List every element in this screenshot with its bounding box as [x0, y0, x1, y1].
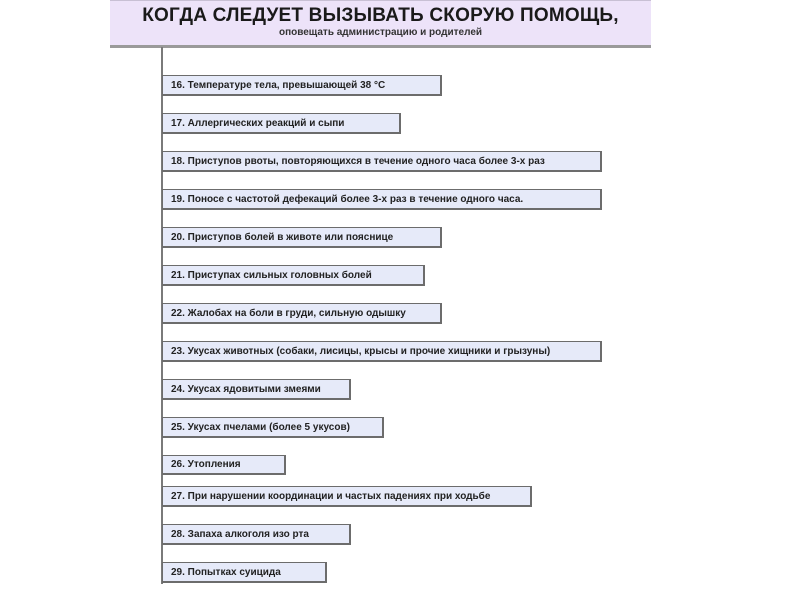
list-item: 20. Приступов болей в животе или пояснице	[162, 227, 442, 248]
list-item: 23. Укусах животных (собаки, лисицы, крысы и прочие хищники и грызуны)	[162, 341, 602, 362]
header-banner	[110, 0, 651, 48]
list-item: 16. Температуре тела, превышающей 38 °C	[162, 75, 442, 96]
list-item: 24. Укусах ядовитыми змеями	[162, 379, 351, 400]
list-item: 18. Приступов рвоты, повторяющихся в течение одного часа более 3-х раз	[162, 151, 602, 172]
list-item: 27. При нарушении координации и частых падениях при ходьбе	[162, 486, 532, 507]
list-item: 26. Утопления	[162, 455, 286, 475]
list-item: 17. Аллергических реакций и сыпи	[162, 113, 401, 134]
page-subtitle: оповещать администрацию и родителей	[278, 27, 483, 38]
list-item: 22. Жалобах на боли в груди, сильную одышку	[162, 303, 442, 324]
list-item: 28. Запаха алкоголя изо рта	[162, 524, 351, 545]
list-item: 25. Укусах пчелами (более 5 укусов)	[162, 417, 384, 438]
list-item: 29. Попытках суицида	[162, 562, 327, 583]
list-item: 21. Приступах сильных головных болей	[162, 265, 425, 286]
page-title: КОГДА СЛЕДУЕТ ВЫЗЫВАТЬ СКОРУЮ ПОМОЩЬ,	[142, 5, 619, 26]
list-item: 19. Поносе с частотой дефекаций более 3-х раз в течение одного часа.	[162, 189, 602, 210]
